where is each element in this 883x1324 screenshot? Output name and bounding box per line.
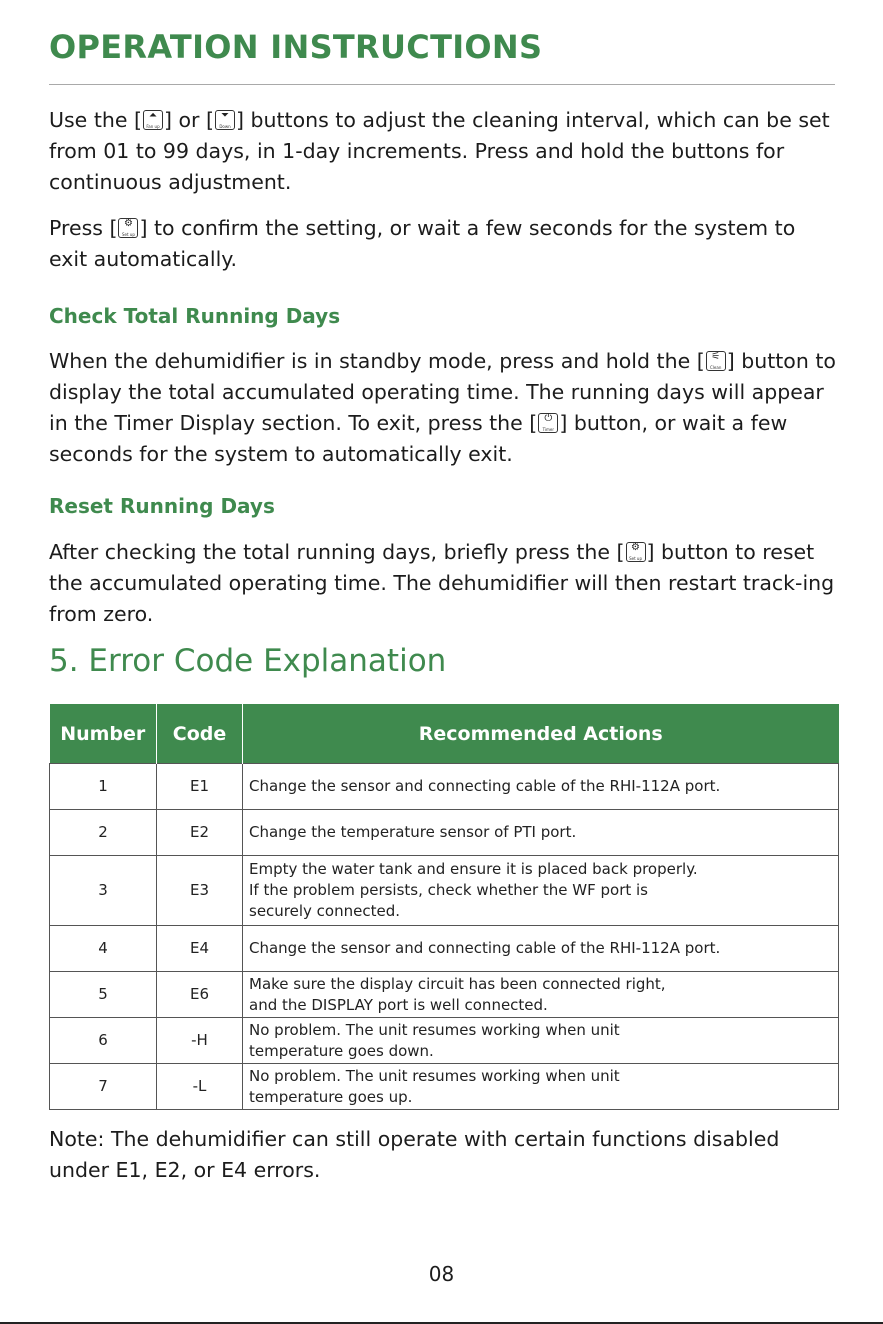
row-code: E3 — [157, 856, 243, 926]
table-row — [50, 972, 839, 1018]
clean-button-icon: ⚟ Clean — [706, 351, 726, 371]
table-row — [50, 764, 839, 810]
row-action: Change the sensor and connecting cable of the RHI-112A port. — [243, 764, 839, 810]
row-action: Empty the water tank and ensure it is placed back properly. If the problem persists, check whether the WF port is securely connected. — [243, 856, 839, 926]
up-button-icon: ⏶ Fan up — [143, 110, 163, 130]
row-number: 5 — [50, 972, 157, 1018]
row-code: E6 — [157, 972, 243, 1018]
row-code: E1 — [157, 764, 243, 810]
reset-running-days-heading: Reset Running Days — [49, 494, 275, 518]
row-code: E2 — [157, 810, 243, 856]
error-code-table — [49, 704, 839, 1110]
row-action: No problem. The unit resumes working when unit temperature goes down. — [243, 1018, 839, 1064]
header-code: Code — [157, 704, 243, 764]
header-recommended-actions: Recommended Actions — [243, 704, 839, 764]
table-row — [50, 1064, 839, 1110]
row-code: -L — [157, 1064, 243, 1110]
row-number: 4 — [50, 926, 157, 972]
cleaning-interval-paragraph: Use the [ ⏶ Fan up ] or [ ⏷ Down ] buttons to adjust the cleaning interval, which can be set from 01 to 99 days, in 1-day increments. Press and hold the buttons for continuous adjustment. — [49, 108, 830, 194]
setup-button-icon: ⚙ Set up — [118, 218, 138, 238]
row-code: -H — [157, 1018, 243, 1064]
timer-button-icon: ⏻ Timer — [538, 413, 558, 433]
setup-button-icon: ⚙ Set up — [626, 542, 646, 562]
table-row — [50, 856, 839, 926]
row-action: No problem. The unit resumes working when unit temperature goes up. — [243, 1064, 839, 1110]
row-number: 7 — [50, 1064, 157, 1110]
confirm-setting-paragraph: Press [ ⚙ Set up ] to confirm the setting, or wait a few seconds for the system to exit automatically. — [49, 216, 796, 271]
table-row — [50, 926, 839, 972]
row-action: Change the sensor and connecting cable of the RHI-112A port. — [243, 926, 839, 972]
row-code: E4 — [157, 926, 243, 972]
row-number: 1 — [50, 764, 157, 810]
down-button-icon: ⏷ Down — [215, 110, 235, 130]
error-note: Note: The dehumidifier can still operate with certain functions disabled under E1, E2, or E4 errors. — [49, 1127, 780, 1182]
page-number: 08 — [428, 1262, 455, 1286]
title-divider — [49, 84, 835, 85]
page-title: OPERATION INSTRUCTIONS — [49, 28, 543, 66]
check-running-days-paragraph: When the dehumidifier is in standby mode, press and hold the [ ⚟ Clean ] button to display the total accumulated operating time. The running days will appear in the Timer Display section. To exit, press the [ ⏻ Timer ] button, or wait a few seconds for the system to automatically exit. — [49, 349, 836, 466]
table-header-row — [50, 704, 839, 764]
header-number: Number — [50, 704, 157, 764]
table-row — [50, 1018, 839, 1064]
table-row — [50, 810, 839, 856]
row-number: 3 — [50, 856, 157, 926]
error-code-section-title: 5. Error Code Explanation — [49, 643, 447, 679]
reset-running-days-paragraph: After checking the total running days, briefly press the [ ⚙ Set up ] button to reset the accumulated operating time. The dehumidifier will then restart track-ing from zero. — [49, 540, 835, 626]
row-number: 6 — [50, 1018, 157, 1064]
check-running-days-heading: Check Total Running Days — [49, 304, 341, 328]
row-action: Make sure the display circuit has been connected right, and the DISPLAY port is well connected. — [243, 972, 839, 1018]
row-action: Change the temperature sensor of PTI port. — [243, 810, 839, 856]
row-number: 2 — [50, 810, 157, 856]
